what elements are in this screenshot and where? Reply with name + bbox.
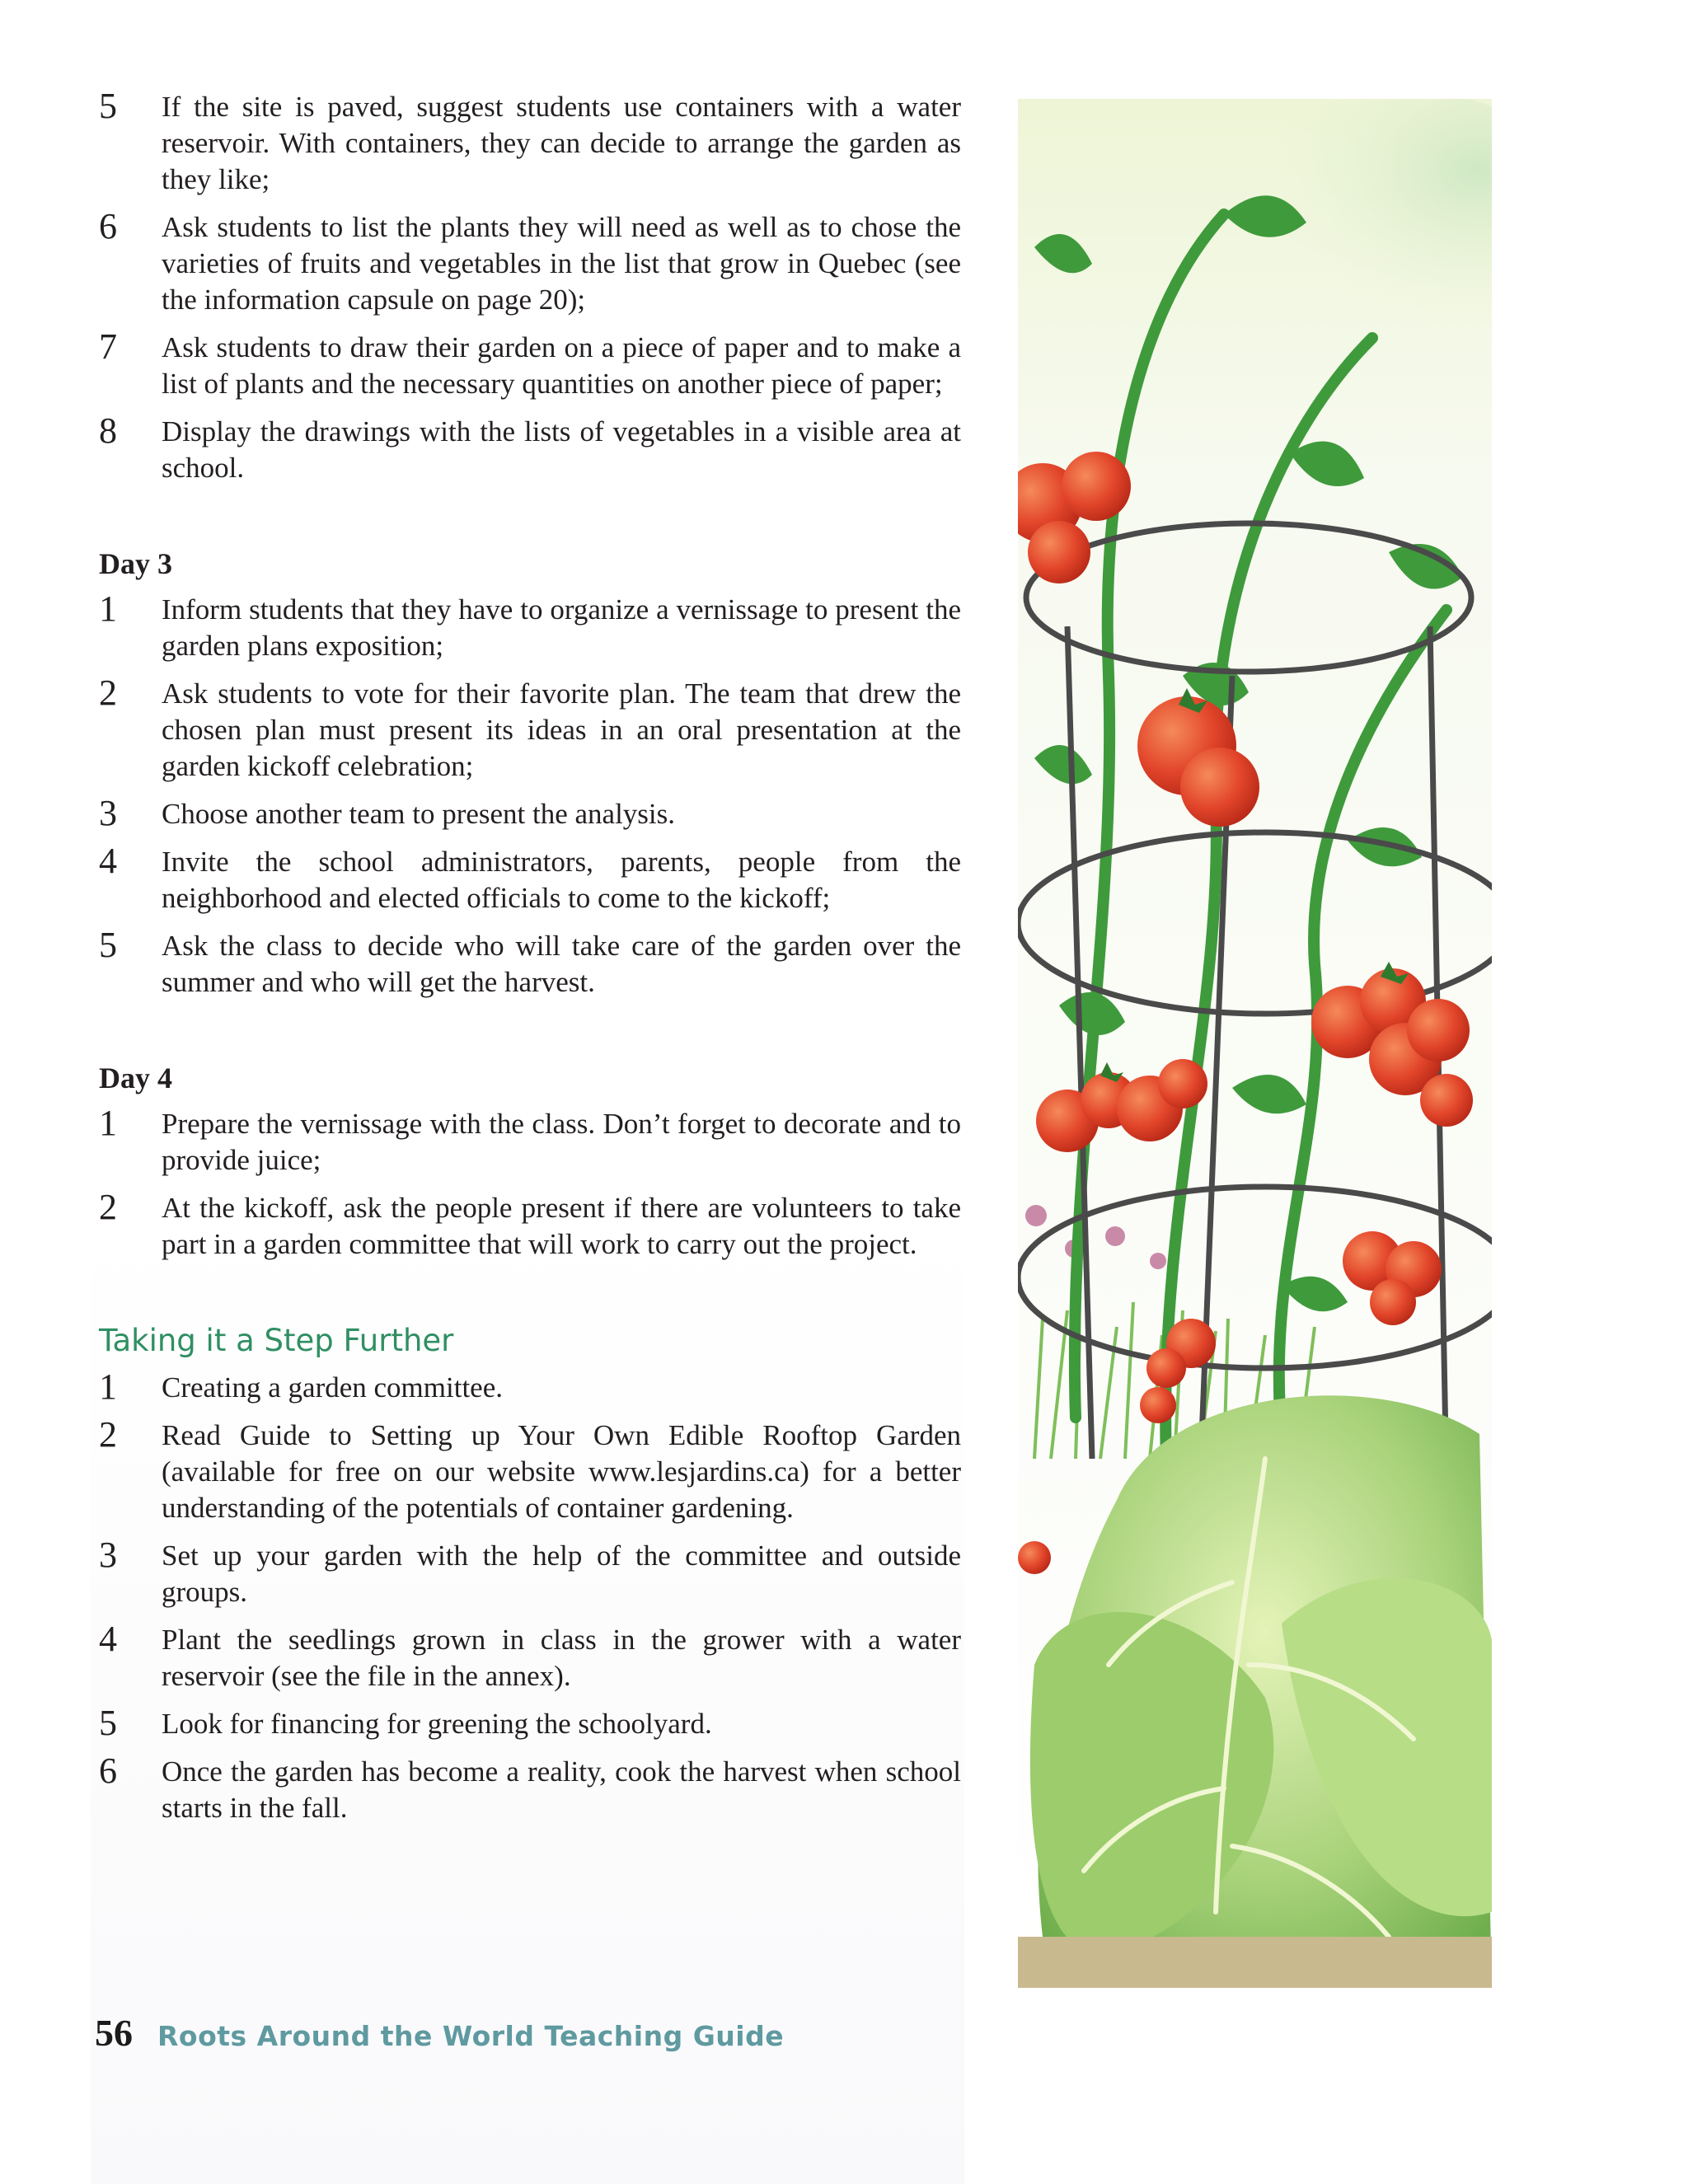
list-item	[99, 1103, 961, 1179]
step-text: Choose another team to present the analysis.	[162, 798, 676, 830]
further-section-title: Taking it a Step Further	[99, 1323, 454, 1358]
step-text: Ask the class to decide who will take care of the garden over the summer and who will get the harvest.	[162, 930, 961, 998]
step-text: Look for financing for greening the schoolyard.	[162, 1708, 712, 1740]
list-item	[99, 673, 961, 785]
step-text: Inform students that they have to organize a vernissage to present the garden plans exposition;	[162, 593, 961, 662]
list-item	[99, 410, 961, 486]
list-item	[99, 925, 961, 1001]
step-number: 1	[99, 1103, 117, 1143]
list-item	[99, 1750, 961, 1826]
day4-steps-list	[99, 1103, 961, 1263]
step-number: 4	[99, 841, 117, 881]
intro-steps-list	[99, 86, 961, 486]
list-item	[99, 86, 961, 198]
step-text: Set up your garden with the help of the committee and outside groups.	[162, 1540, 961, 1608]
step-number: 5	[99, 925, 117, 965]
step-number: 1	[99, 588, 117, 629]
step-text: Display the drawings with the lists of vegetables in a visible area at school.	[162, 415, 961, 484]
step-number: 8	[99, 410, 117, 451]
list-item	[99, 1619, 961, 1694]
step-text: Ask students to vote for their favorite plan. The team that drew the chosen plan must present its ideas in an oral presentation at the garden kickoff celebration;	[162, 677, 961, 782]
step-text: Ask students to list the plants they will need as well as to chose the varieties of fruits and vegetables in the list that grow in Quebec (see the information capsule on page 20);	[162, 211, 961, 316]
list-item	[99, 1366, 961, 1407]
tomato-garden-illustration	[1018, 99, 1492, 1988]
step-text: Ask students to draw their garden on a piece of paper and to make a list of plants and the necessary quantities on another piece of paper;	[162, 331, 961, 400]
step-text: If the site is paved, suggest students use containers with a water reservoir. With containers, they can decide to arrange the garden as they like;	[162, 91, 961, 195]
step-number: 5	[99, 1703, 117, 1743]
step-number: 1	[99, 1366, 117, 1407]
list-item	[99, 326, 961, 402]
step-text: At the kickoff, ask the people present if there are volunteers to take part in a garden committee that will work to carry out the project.	[162, 1192, 961, 1260]
step-number: 2	[99, 1414, 117, 1455]
step-number: 6	[99, 206, 117, 246]
day4-heading: Day 4	[99, 1062, 172, 1094]
page-number: 56	[95, 2012, 133, 2054]
step-number: 6	[99, 1750, 117, 1791]
further-steps-list	[99, 1366, 961, 1826]
step-text: Plant the seedlings grown in class in the grower with a water reservoir (see the file in the annex).	[162, 1624, 961, 1692]
step-number: 3	[99, 1535, 117, 1575]
list-item	[99, 841, 961, 916]
step-text: Prepare the vernissage with the class. Don’t forget to decorate and to provide juice;	[162, 1108, 961, 1176]
list-item	[99, 588, 961, 664]
step-number: 2	[99, 1187, 117, 1227]
page-footer	[95, 2011, 784, 2055]
list-item	[99, 1535, 961, 1610]
step-number: 4	[99, 1619, 117, 1659]
list-item	[99, 1414, 961, 1526]
footer-title: Roots Around the World Teaching Guide	[157, 2020, 785, 2052]
day3-heading: Day 3	[99, 547, 172, 580]
list-item	[99, 1187, 961, 1263]
soil	[1018, 1937, 1492, 1988]
step-text: Read Guide to Setting up Your Own Edible Rooftop Garden (available for free on our website www.lesjardins.ca) for a better understanding of the potentials of container gardening.	[162, 1419, 961, 1524]
step-number: 7	[99, 326, 117, 367]
list-item	[99, 793, 961, 833]
step-number: 3	[99, 793, 117, 833]
list-item	[99, 206, 961, 318]
text-column	[99, 86, 961, 1838]
step-text: Creating a garden committee.	[162, 1371, 504, 1404]
step-number: 2	[99, 673, 117, 713]
step-number: 5	[99, 86, 117, 126]
step-text: Once the garden has become a reality, cook the harvest when school starts in the fall.	[162, 1755, 961, 1824]
step-text: Invite the school administrators, parents, people from the neighborhood and elected officials to come to the kickoff;	[162, 846, 961, 914]
list-item	[99, 1703, 961, 1743]
day3-steps-list	[99, 588, 961, 1001]
